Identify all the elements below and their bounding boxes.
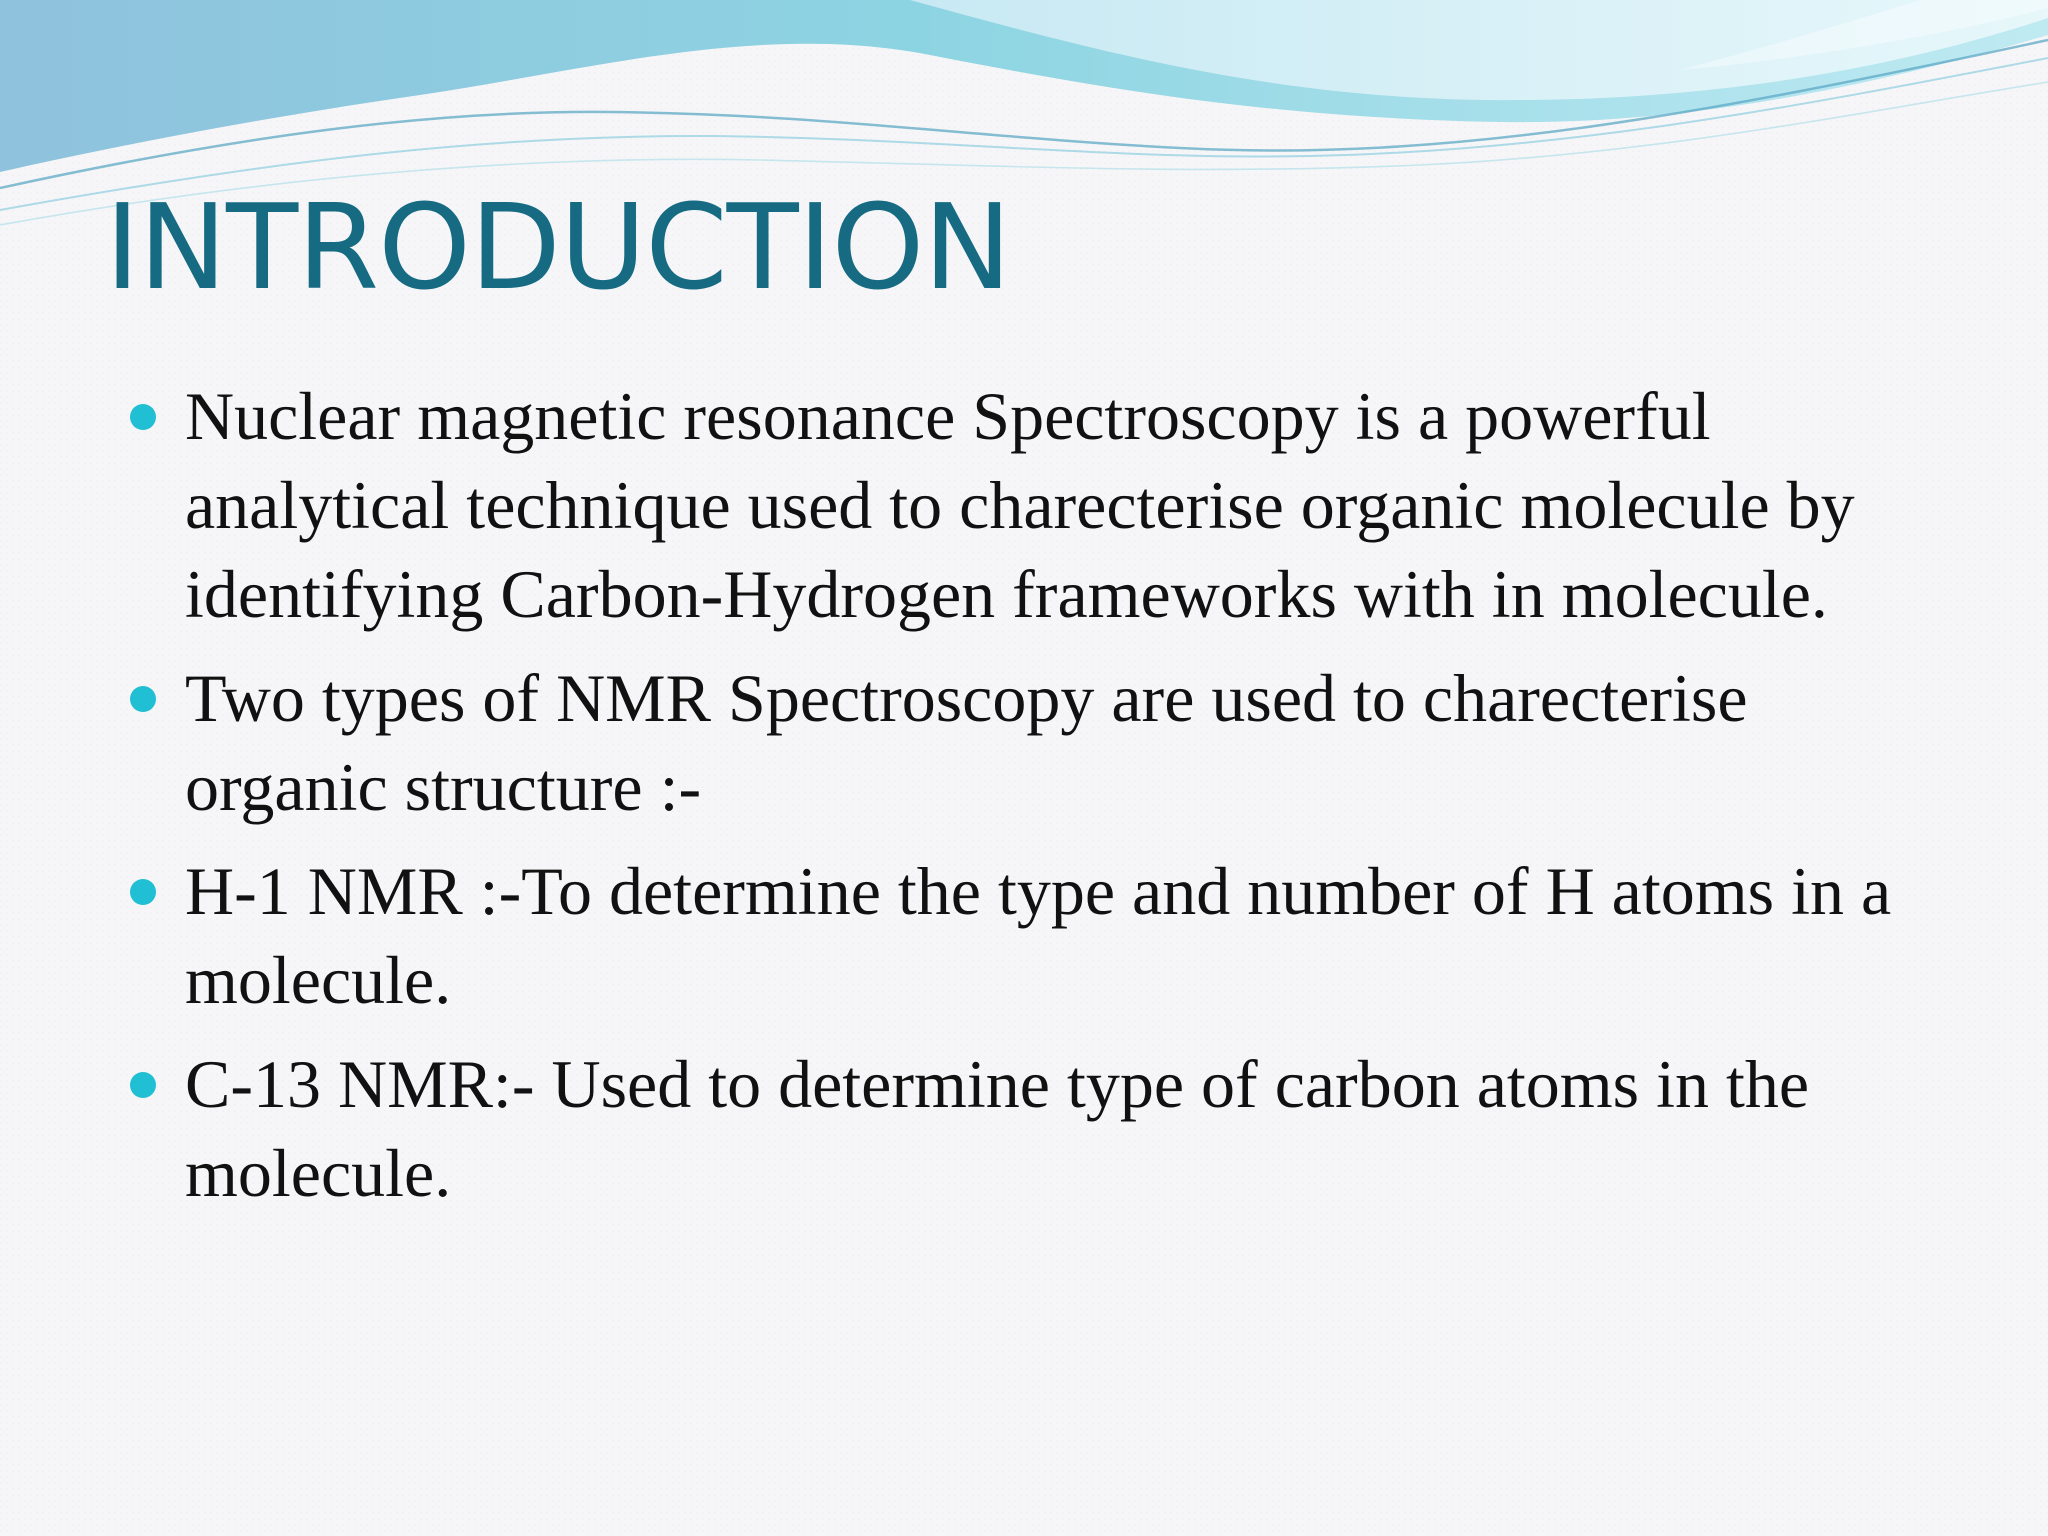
bullet-item [130, 372, 1950, 639]
bullet-item [130, 1040, 1950, 1218]
bullet-text: H-1 NMR :-To determine the type and number of H atoms in a molecule. [185, 853, 1892, 1018]
bullet-text: Nuclear magnetic resonance Spectroscopy is a powerful analytical technique used to charecterise organic molecule by identifying Carbon-Hydrogen frameworks with in molecule. [185, 378, 1855, 632]
slide-title: INTRODUCTION [105, 178, 1011, 316]
bullet-dot-icon [130, 404, 156, 430]
bullet-item [130, 847, 1950, 1025]
bullet-text: C-13 NMR:- Used to determine type of carbon atoms in the molecule. [185, 1046, 1810, 1211]
bullet-dot-icon [130, 1072, 156, 1098]
bullet-item [130, 654, 1950, 832]
bullet-dot-icon [130, 879, 156, 905]
bullet-text: Two types of NMR Spectroscopy are used to charecterise organic structure :- [185, 660, 1748, 825]
bullet-list [130, 372, 1950, 1233]
bullet-dot-icon [130, 686, 156, 712]
